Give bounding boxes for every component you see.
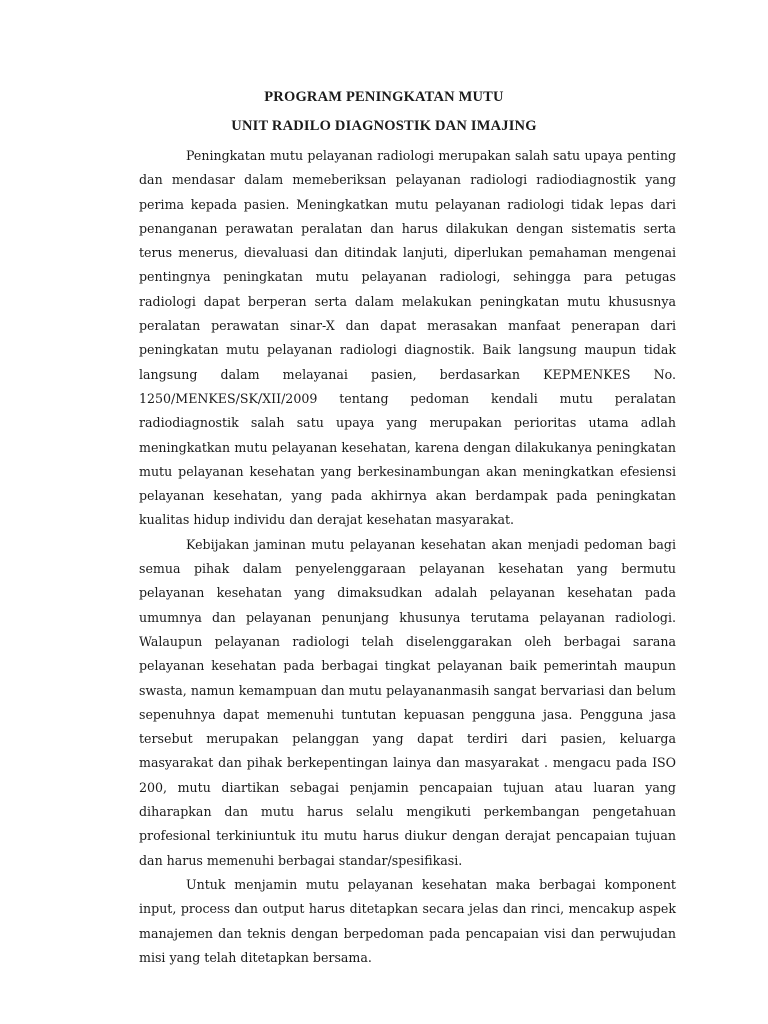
document-title: PROGRAM PENINGKATAN MUTU: [264, 89, 504, 105]
paragraph-3: Untuk menjamin mutu pelayanan kesehatan maka berbagai komponent input, process dan output harus ditetapkan secara jelas dan rinci, mencakup aspek manajemen dan teknis dengan berpedoman pada pencapaian visi dan perwujudan misi yang telah ditetapkan bersama.: [139, 876, 676, 965]
paragraph-1: Peningkatan mutu pelayanan radiologi merupakan salah satu upaya penting dan mendasar dalam memeberiksan pelayanan radiologi radiodiagnostik yang perima kepada pasien. Meningkatkan mutu pelayanan radiologi tidak lepas dari penanganan perawatan peralatan dan harus dilakukan dengan sistematis serta terus menerus, dievaluasi dan ditindak lanjuti, diperlukan pemahaman mengenai pentingnya peningkatan mutu pelayanan radiologi, sehingga para petugas radiologi dapat berperan serta dalam melakukan peningkatan mutu khususnya peralatan perawatan sinar-X dan dapat merasakan manfaat penerapan dari peningkatan mutu pelayanan radiologi diagnostik. Baik langsung maupun tidak langsung dalam melayanai pasien, berdasarkan KEPMENKES No. 1250/MENKES/SK/XII/2009 tentang pedoman kendali mutu peralatan radiodiagnostik salah satu upaya yang merupakan perioritas utama adlah meningkatkan mutu pelayanan kesehatan, karena dengan dilakukanya peningkatan mutu pelayanan kesehatan yang berkesinambungan akan meningkatkan efesiensi pelayanan kesehatan, yang pada akhirnya akan berdampak pada peningkatan kualitas hidup individu dan derajat kesehatan masyarakat.: [139, 148, 676, 528]
document-body: [139, 144, 676, 970]
paragraph-2: Kebijakan jaminan mutu pelayanan kesehatan akan menjadi pedoman bagi semua pihak dalam penyelenggaraan pelayanan kesehatan yang bermutu pelayanan kesehatan yang dimaksudkan adalah pelayanan kesehatan pada umumnya dan pelayanan penunjang khusunya terutama pelayanan radiologi. Walaupun pelayanan radiologi telah diselenggarakan oleh berbagai sarana pelayanan kesehatan pada berbagai tingkat pelayanan baik pemerintah maupun swasta, namun kemampuan dan mutu pelayananmasih sangat bervariasi dan belum sepenuhnya dapat memenuhi tuntutan kepuasan pengguna jasa. Pengguna jasa tersebut merupakan pelanggan yang dapat terdiri dari pasien, keluarga masyarakat dan pihak berkepentingan lainya dan masyarakat . mengacu pada ISO 200, mutu diartikan sebagai penjamin pencapaian tujuan atau luaran yang diharapkan dan mutu harus selalu mengikuti perkembangan pengetahuan profesional terkiniuntuk itu mutu harus diukur dengan derajat pencapaian tujuan dan harus memenuhi berbagai standar/spesifikasi.: [139, 536, 676, 868]
document-subtitle: UNIT RADILO DIAGNOSTIK DAN IMAJING: [231, 118, 537, 134]
